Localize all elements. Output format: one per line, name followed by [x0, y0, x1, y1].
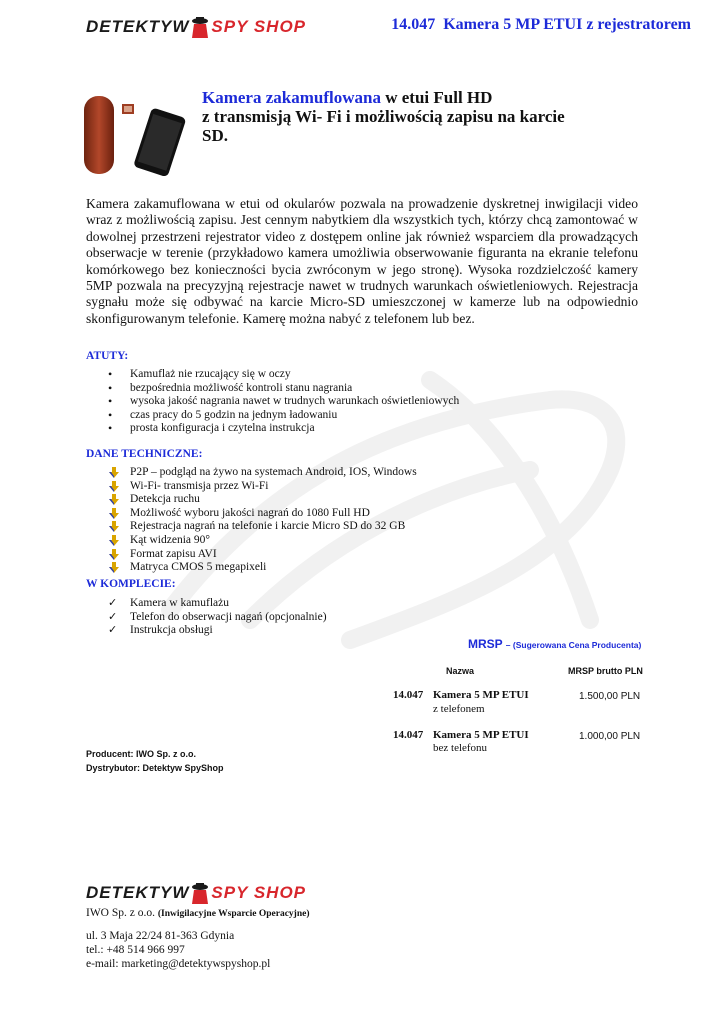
- brand-logo: [86, 16, 306, 38]
- dane-title: DANE TECHNICZNE:: [86, 448, 203, 460]
- mrsp-subtitle: – (Sugerowana Cena Producenta): [505, 640, 642, 650]
- arrow-down-bullet-icon: [108, 494, 120, 506]
- row2-code: 14.047: [393, 729, 424, 741]
- product-description: Kamera zakamuflowana w etui od okularów pozwala na prowadzenie dyskretnej inwigilacji video wraz z możliwością zapisu. Jest cennym nabytkiem dla wszystkich tych, którzy chcą zamontować w dowolnej przestrzeni rejestrator video z dostępem online jak również wsparciem dla prowadzących obserwacje w terenie (przykładowo kamera umożliwia obserwowanie figuranta na ekranie telefonu komórkowego bez konieczności bycia zwróconym w jego stronę). Wysoka rozdzielczość kamery 5MP pozwala na precyzyjną rejestracje nawet w trudnych warunkach oświetleniowych. Rejestracja sygnału może się odbywać na karcie Micro-SD umieszczonej w kamerze lub na odpowiednio skonfigurowanym telefonie. Kamerę można nabyć z telefonem lub bez.: [86, 196, 638, 326]
- arrow-down-bullet-icon: [108, 481, 120, 493]
- row2-name: Kamera 5 MP ETUI: [433, 729, 529, 741]
- dane-list: [108, 466, 417, 575]
- list-item: ✓ Instrukcja obsługi: [108, 624, 327, 638]
- producer-line: Producent: IWO Sp. z o.o.: [86, 749, 196, 759]
- list-item: • prosta konfiguracja i czytelna instrukcja: [108, 422, 459, 436]
- atuty-title: ATUTY:: [86, 350, 129, 362]
- list-item: Wi-Fi- transmisja przez Wi-Fi: [108, 480, 417, 494]
- arrow-down-bullet-icon: [108, 562, 120, 574]
- producer-info: [86, 748, 224, 775]
- list-item: Możliwość wyboru jakości nagrań do 1080 Full HD: [108, 507, 417, 521]
- document-title: [391, 16, 699, 34]
- arrow-down-bullet-icon: [108, 535, 120, 547]
- komplet-list: [108, 597, 327, 638]
- product-photo-icon: [82, 92, 192, 176]
- detective-silhouette-icon: [191, 16, 209, 38]
- product-code: 14.047: [391, 16, 436, 33]
- list-item: Detekcja ruchu: [108, 493, 417, 507]
- row2-price: 1.000,00 PLN: [579, 731, 641, 742]
- logo-text-spyshop: SPY SHOP: [211, 17, 307, 36]
- footer-address: ul. 3 Maja 22/24 81-363 Gdynia: [86, 930, 235, 942]
- row1-price: 1.500,00 PLN: [579, 691, 641, 702]
- footer-brand-logo: [86, 882, 306, 904]
- row1-name: Kamera 5 MP ETUI: [433, 689, 529, 701]
- list-item: • bezpośrednia możliwość kontroli stanu nagrania: [108, 382, 459, 396]
- col-header-price: MRSP brutto PLN: [568, 666, 643, 676]
- col-header-name: Nazwa: [446, 666, 475, 676]
- heading-line3: SD.: [202, 126, 228, 145]
- list-item: • Kamuflaż nie rzucający się w oczy: [108, 368, 459, 382]
- komplet-title: W KOMPLECIE:: [86, 578, 176, 590]
- logo-text-spyshop: SPY SHOP: [211, 883, 307, 902]
- distributor-line: Dystrybutor: Detektyw SpyShop: [86, 762, 224, 773]
- arrow-down-bullet-icon: [108, 549, 120, 561]
- arrow-down-bullet-icon: [108, 508, 120, 520]
- footer-company-note: (Inwigilacyjne Wsparcie Operacyjne): [157, 909, 310, 919]
- detective-silhouette-icon: [191, 882, 209, 904]
- footer-email: e-mail: marketing@detektywspyshop.pl: [86, 958, 271, 970]
- product-title: Kamera 5 MP ETUI z rejestratorem: [443, 16, 691, 33]
- footer-company: IWO Sp. z o.o. (Inwigilacyjne Wsparcie Operacyjne): [86, 907, 310, 919]
- list-item: Rejestracja nagrań na telefonie i karcie Micro SD do 32 GB: [108, 520, 417, 534]
- arrow-down-bullet-icon: [108, 521, 120, 533]
- logo-text-detektyw: DETEKTYW: [86, 883, 190, 902]
- arrow-down-bullet-icon: [108, 467, 120, 479]
- list-item: P2P – podgląd na żywo na systemach Android, IOS, Windows: [108, 466, 417, 480]
- heading-line1: w etui Full HD: [380, 88, 493, 107]
- list-item: • czas pracy do 5 godzin na jednym ładowaniu: [108, 409, 459, 423]
- list-item: • wysoka jakość nagrania nawet w trudnych warunkach oświetleniowych: [108, 395, 459, 409]
- heading-highlight: Kamera zakamuflowana: [202, 88, 381, 107]
- atuty-list: [108, 368, 459, 436]
- row1-code: 14.047: [393, 689, 424, 701]
- row2-sub: bez telefonu: [433, 742, 488, 754]
- list-item: ✓ Telefon do obserwacji nagań (opcjonalnie): [108, 611, 327, 625]
- list-item: Matryca CMOS 5 megapixeli: [108, 561, 417, 575]
- product-heading: [202, 88, 642, 145]
- logo-text-detektyw: DETEKTYW: [86, 17, 190, 36]
- row1-sub: z telefonem: [433, 703, 485, 715]
- list-item: Kąt widzenia 90°: [108, 534, 417, 548]
- list-item: ✓ Kamera w kamuflażu: [108, 597, 327, 611]
- list-item: Format zapisu AVI: [108, 548, 417, 562]
- footer-phone: tel.: +48 514 966 997: [86, 944, 185, 956]
- heading-line2: z transmisją Wi- Fi i możliwością zapisu na karcie: [202, 107, 565, 126]
- mrsp-title: MRSP – (Sugerowana Cena Producenta): [468, 637, 642, 651]
